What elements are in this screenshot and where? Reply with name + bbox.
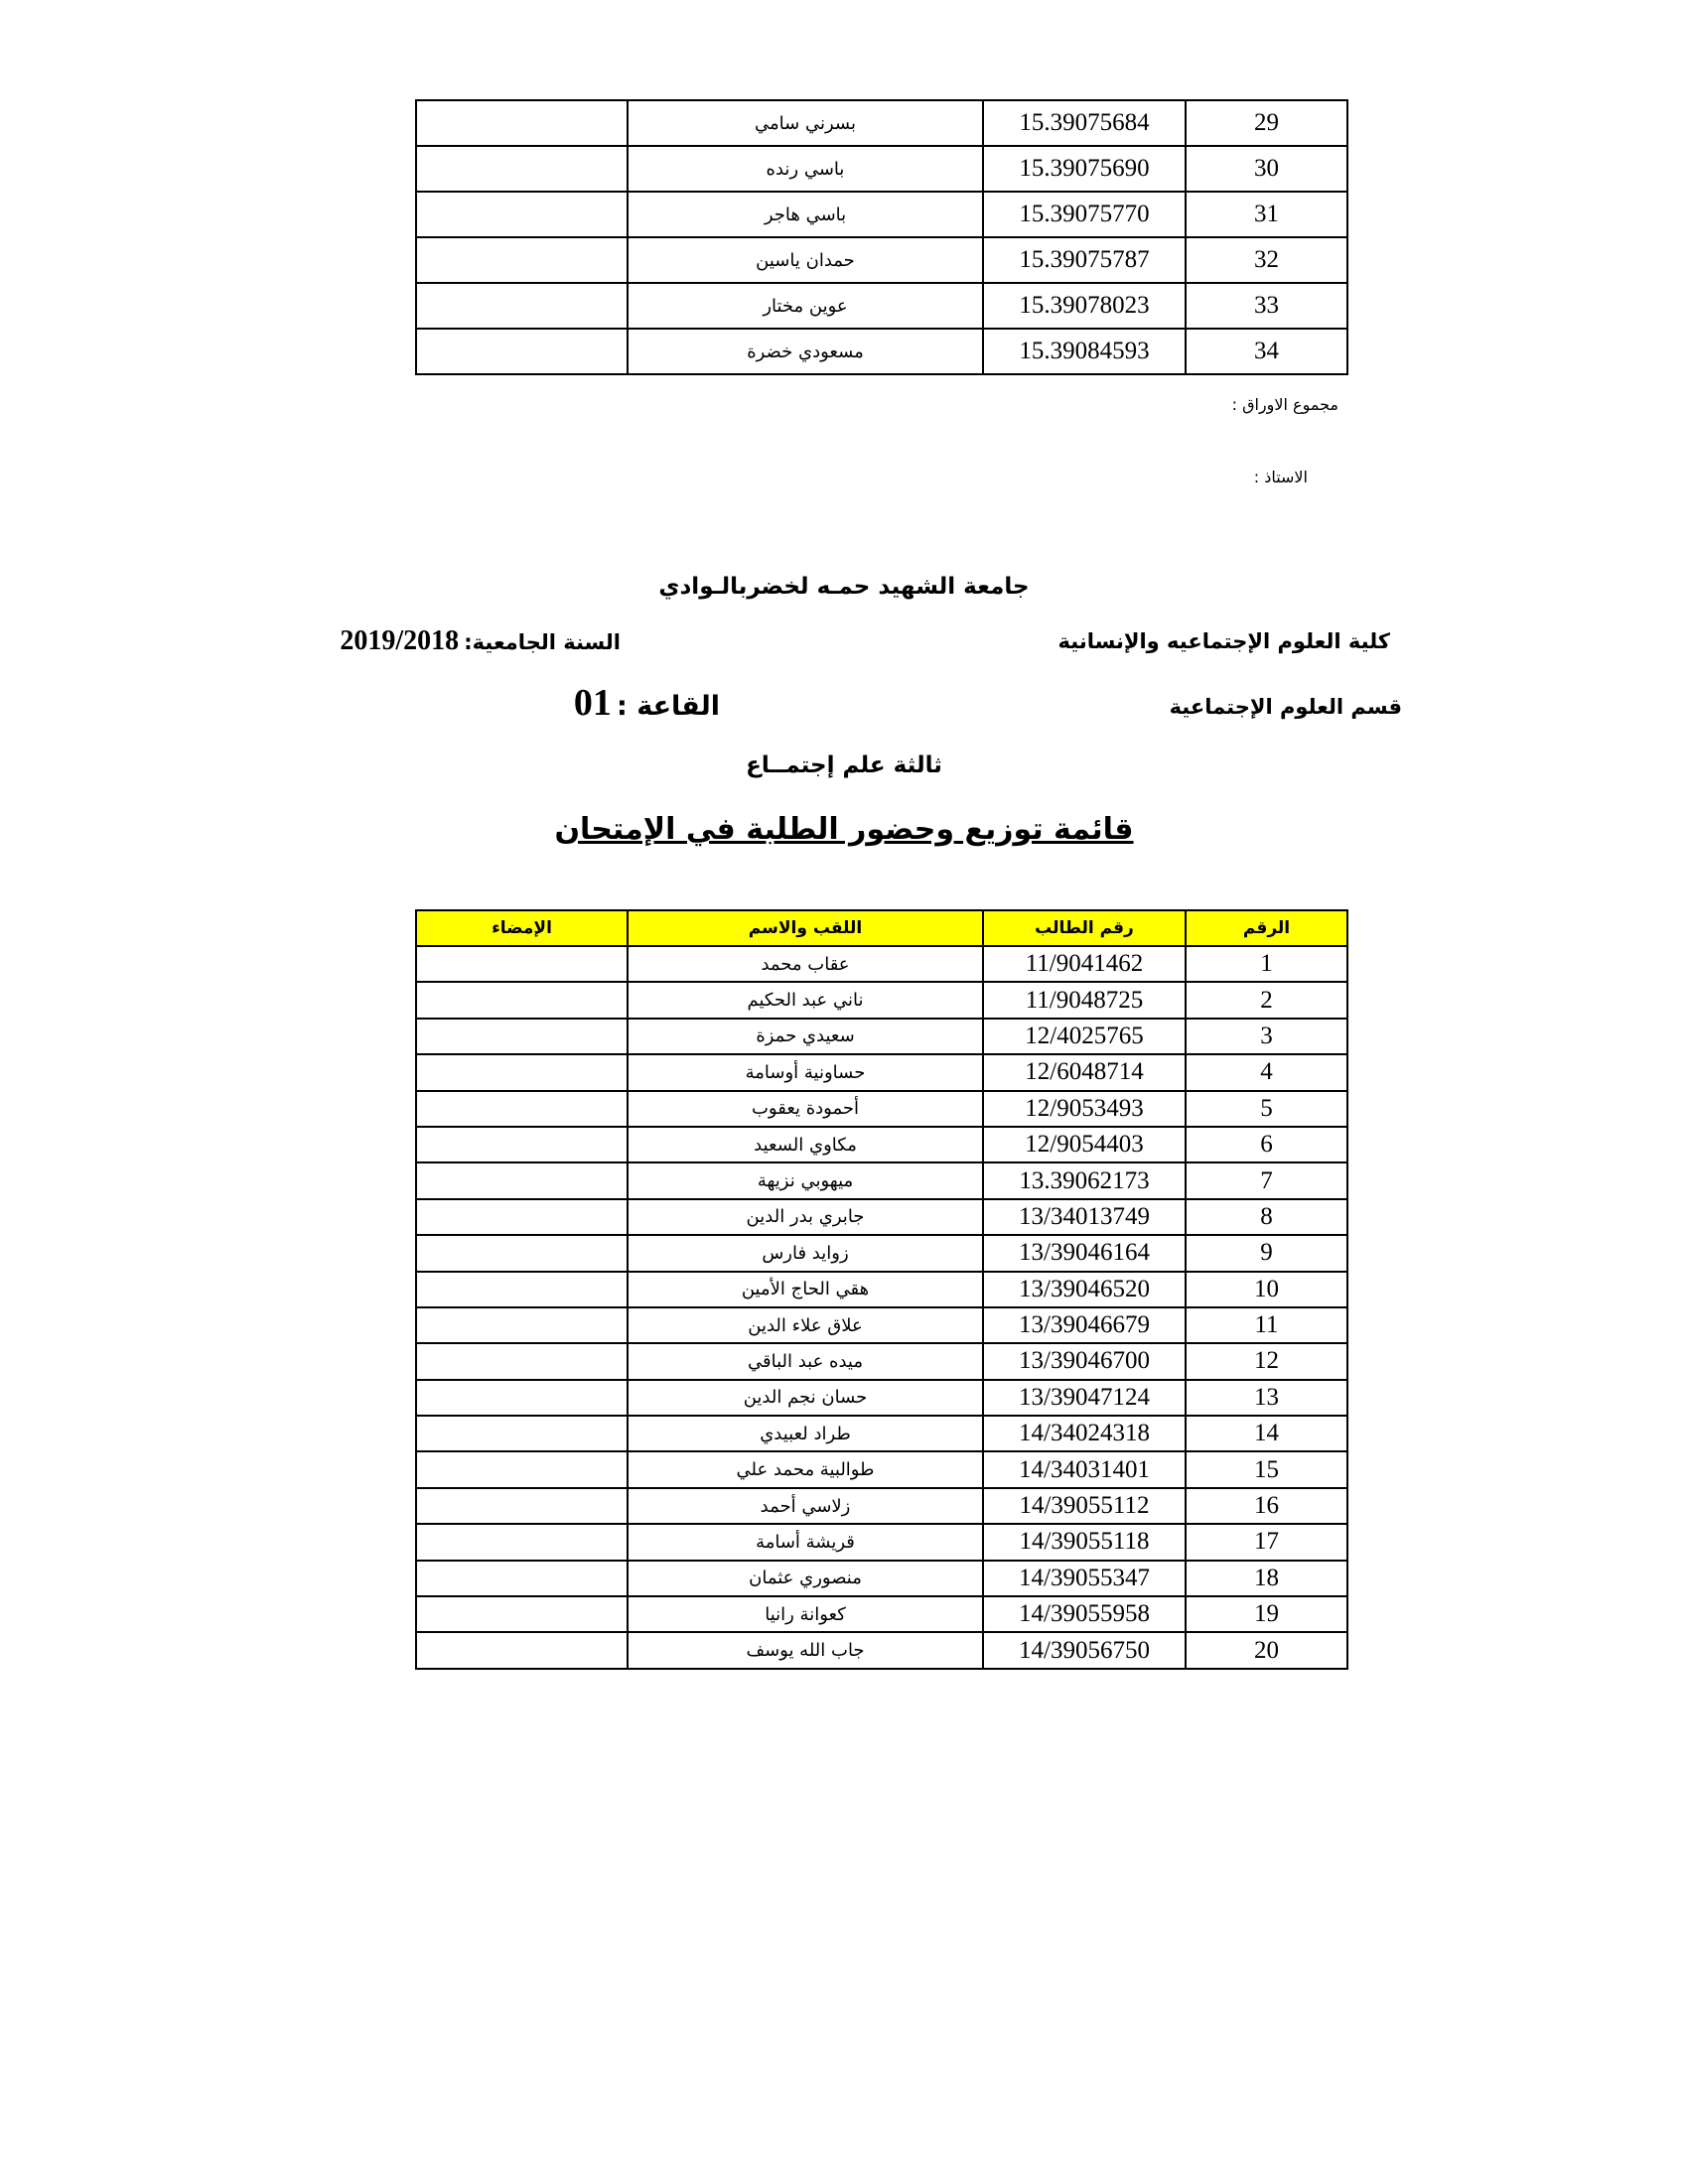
table-row: [416, 946, 1347, 982]
attendance-table-body: [416, 946, 1347, 1669]
row-number: 3: [1186, 1019, 1347, 1054]
table-row: [416, 100, 1347, 146]
room-label: القاعة :: [617, 691, 720, 722]
row-number: 11: [1186, 1307, 1347, 1343]
table-row: [416, 1272, 1347, 1307]
signature-cell: [416, 1235, 628, 1271]
row-number: 9: [1186, 1235, 1347, 1271]
student-id: 13/39046164: [983, 1235, 1186, 1271]
student-name: بسرني سامي: [628, 100, 983, 146]
table-row: [416, 1451, 1347, 1487]
signature-cell: [416, 1380, 628, 1416]
level-name: ثالثة علم إجتمــاع: [746, 752, 942, 778]
signature-cell: [416, 1127, 628, 1162]
student-name: أحمودة يعقوب: [628, 1091, 983, 1127]
student-id: 11/9041462: [983, 946, 1186, 982]
student-name: عقاب محمد: [628, 946, 983, 982]
row-number: 4: [1186, 1054, 1347, 1090]
table-row: [416, 1054, 1347, 1090]
academic-year-value: 2019/2018: [340, 625, 460, 656]
header-student-id: رقم الطالب: [983, 910, 1186, 946]
row-number: 30: [1186, 146, 1347, 192]
academic-year: [340, 625, 621, 657]
signature-cell: [416, 1561, 628, 1596]
student-id: 13/34013749: [983, 1199, 1186, 1235]
student-id: 12/9053493: [983, 1091, 1186, 1127]
table-row: [416, 192, 1347, 237]
student-id: 13.39062173: [983, 1162, 1186, 1198]
row-number: 8: [1186, 1199, 1347, 1235]
row-number: 17: [1186, 1524, 1347, 1560]
signature-cell: [416, 1162, 628, 1198]
table-row: [416, 1127, 1347, 1162]
table-row: [416, 1091, 1347, 1127]
student-id: 15.39075690: [983, 146, 1186, 192]
student-id: 13/39047124: [983, 1380, 1186, 1416]
signature-cell: [416, 237, 628, 283]
student-id: 14/39056750: [983, 1632, 1186, 1668]
row-number: 16: [1186, 1488, 1347, 1524]
academic-year-label: السنة الجامعية:: [464, 630, 621, 654]
header-name: اللقب والاسم: [628, 910, 983, 946]
row-number: 32: [1186, 237, 1347, 283]
student-id: 13/39046520: [983, 1272, 1186, 1307]
student-name: حسان نجم الدين: [628, 1380, 983, 1416]
table-row: [416, 329, 1347, 374]
university-name: جامعة الشهيد حمـه لخضربالـوادي: [658, 574, 1030, 600]
table-row: [416, 1524, 1347, 1560]
row-number: 19: [1186, 1596, 1347, 1632]
row-number: 15: [1186, 1451, 1347, 1487]
student-name: باسي هاجر: [628, 192, 983, 237]
table-row: [416, 146, 1347, 192]
table-row: [416, 1307, 1347, 1343]
row-number: 13: [1186, 1380, 1347, 1416]
student-id: 14/34031401: [983, 1451, 1186, 1487]
student-name: عوين مختار: [628, 283, 983, 329]
faculty-name: كلية العلوم الإجتماعيه والإنسانية: [1057, 629, 1390, 653]
table-row: [416, 1596, 1347, 1632]
signature-cell: [416, 982, 628, 1018]
student-id: 15.39084593: [983, 329, 1186, 374]
student-name: حمدان ياسين: [628, 237, 983, 283]
table-row: [416, 982, 1347, 1018]
attendance-table: [415, 909, 1348, 1670]
page-title: قائمة توزيع وحضور الطلبة في الإمتحان: [554, 812, 1134, 847]
table-row: [416, 237, 1347, 283]
continuation-table: [415, 99, 1348, 375]
row-number: 33: [1186, 283, 1347, 329]
student-name: قريشة أسامة: [628, 1524, 983, 1560]
student-id: 13/39046679: [983, 1307, 1186, 1343]
signature-cell: [416, 1199, 628, 1235]
signature-cell: [416, 1488, 628, 1524]
signature-cell: [416, 1307, 628, 1343]
continuation-table-body: [416, 100, 1347, 374]
signature-cell: [416, 1524, 628, 1560]
row-number: 29: [1186, 100, 1347, 146]
student-id: 12/9054403: [983, 1127, 1186, 1162]
row-number: 34: [1186, 329, 1347, 374]
signature-cell: [416, 1596, 628, 1632]
student-name: مكاوي السعيد: [628, 1127, 983, 1162]
signature-cell: [416, 1451, 628, 1487]
student-id: 12/6048714: [983, 1054, 1186, 1090]
room-value: 01: [573, 682, 612, 724]
row-number: 6: [1186, 1127, 1347, 1162]
signature-cell: [416, 1632, 628, 1668]
row-number: 10: [1186, 1272, 1347, 1307]
table-row: [416, 1632, 1347, 1668]
title-wrap: [0, 812, 1688, 847]
student-name: سعيدي حمزة: [628, 1019, 983, 1054]
row-number: 20: [1186, 1632, 1347, 1668]
student-name: كعوانة رانيا: [628, 1596, 983, 1632]
student-id: 14/39055347: [983, 1561, 1186, 1596]
student-id: 14/39055118: [983, 1524, 1186, 1560]
student-name: جابري بدر الدين: [628, 1199, 983, 1235]
signature-cell: [416, 1343, 628, 1379]
student-name: حساونية أوسامة: [628, 1054, 983, 1090]
student-id: 13/39046700: [983, 1343, 1186, 1379]
student-id: 15.39075787: [983, 237, 1186, 283]
signature-cell: [416, 283, 628, 329]
table-row: [416, 283, 1347, 329]
student-name: باسي رنده: [628, 146, 983, 192]
signature-cell: [416, 1272, 628, 1307]
row-number: 14: [1186, 1416, 1347, 1451]
signature-cell: [416, 146, 628, 192]
student-name: هقي الحاج الأمين: [628, 1272, 983, 1307]
student-id: 12/4025765: [983, 1019, 1186, 1054]
row-number: 12: [1186, 1343, 1347, 1379]
student-name: زلاسي أحمد: [628, 1488, 983, 1524]
student-id: 11/9048725: [983, 982, 1186, 1018]
student-id: 14/34024318: [983, 1416, 1186, 1451]
signature-cell: [416, 1091, 628, 1127]
row-number: 18: [1186, 1561, 1347, 1596]
table-row: [416, 1199, 1347, 1235]
student-name: طراد لعبيدي: [628, 1416, 983, 1451]
signature-cell: [416, 100, 628, 146]
header-num: الرقم: [1186, 910, 1347, 946]
room: [574, 681, 720, 725]
student-name: زوايد فارس: [628, 1235, 983, 1271]
student-id: 14/39055112: [983, 1488, 1186, 1524]
table-row: [416, 1019, 1347, 1054]
row-number: 5: [1186, 1091, 1347, 1127]
student-id: 15.39078023: [983, 283, 1186, 329]
signature-cell: [416, 192, 628, 237]
table-row: [416, 1343, 1347, 1379]
student-name: ناني عبد الحكيم: [628, 982, 983, 1018]
student-id: 14/39055958: [983, 1596, 1186, 1632]
table-row: [416, 1162, 1347, 1198]
signature-cell: [416, 1416, 628, 1451]
table-row: [416, 1488, 1347, 1524]
row-number: 2: [1186, 982, 1347, 1018]
student-name: منصوري عثمان: [628, 1561, 983, 1596]
signature-cell: [416, 329, 628, 374]
row-number: 31: [1186, 192, 1347, 237]
row-number: 7: [1186, 1162, 1347, 1198]
student-name: ميده عبد الباقي: [628, 1343, 983, 1379]
table-row: [416, 1416, 1347, 1451]
header-signature: الإمضاء: [416, 910, 628, 946]
department-name: قسم العلوم الإجتماعية: [1169, 695, 1402, 719]
student-id: 15.39075684: [983, 100, 1186, 146]
attendance-table-header: [416, 910, 1347, 946]
table-row: [416, 1380, 1347, 1416]
student-name: علاق علاء الدين: [628, 1307, 983, 1343]
row-number: 1: [1186, 946, 1347, 982]
student-id: 15.39075770: [983, 192, 1186, 237]
signature-cell: [416, 946, 628, 982]
student-name: مسعودي خضرة: [628, 329, 983, 374]
table-row: [416, 1561, 1347, 1596]
signature-cell: [416, 1054, 628, 1090]
total-sheets-label: مجموع الاوراق :: [1231, 395, 1338, 414]
student-name: ميهوبي نزيهة: [628, 1162, 983, 1198]
signature-cell: [416, 1019, 628, 1054]
student-name: جاب الله يوسف: [628, 1632, 983, 1668]
professor-label: الاستاذ :: [1253, 468, 1308, 486]
student-name: طوالبية محمد علي: [628, 1451, 983, 1487]
table-row: [416, 1235, 1347, 1271]
